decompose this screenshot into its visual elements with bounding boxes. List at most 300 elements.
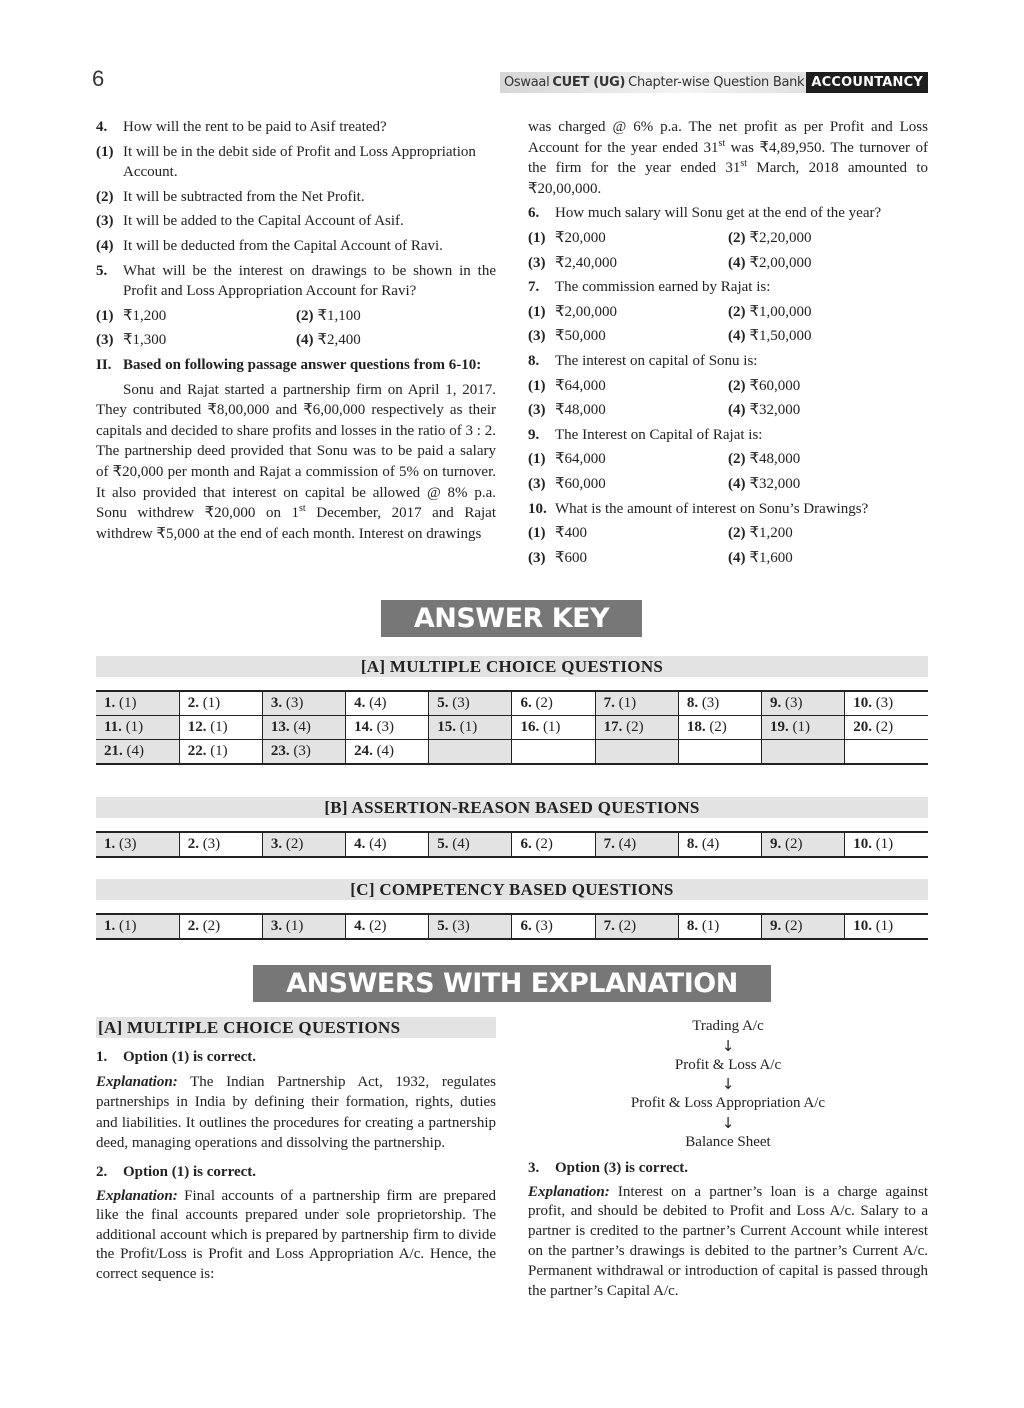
option-number: (4) (728, 549, 746, 566)
case-passage (96, 380, 496, 545)
answer-cell (346, 832, 429, 857)
passage-text: was ₹4,89,950. The turnover of the firm for the year ended 31 (528, 139, 928, 177)
answer-cell (179, 914, 262, 939)
answer-cell (179, 691, 262, 716)
passage-text: Sonu and Rajat started a partnership firm on April 1, 2017. They contributed ₹8,00,000 and ₹6,00,000 respectively as their capitals and decided to share profits and losses in the ratio of 3 : 2. The partnership deed provided that Sonu was to be paid a salary of ₹20,000 per month and Rajat a commission of 5% on turnover. It also provided that interest on capital be allowed @ 8% p.a. Sonu withdrew ₹20,000 on 1 (96, 381, 496, 522)
answer-option: (4) (376, 743, 395, 759)
option-text: ₹32,000 (749, 402, 801, 419)
option-number: (3) (96, 332, 114, 349)
answer-option: (4) (701, 836, 720, 852)
answer-option: (1) (119, 695, 137, 711)
option-text: ₹1,200 (749, 525, 793, 542)
answer-question-number: 15. (437, 719, 456, 735)
answer-cell (512, 691, 595, 716)
option-number: (4) (96, 237, 114, 254)
question-5 (96, 261, 496, 302)
section-heading-competency: [C] COMPETENCY BASED QUESTIONS (96, 879, 928, 900)
answer-cell (346, 716, 429, 740)
option-number: (4) (728, 475, 746, 492)
flow-step: Profit & Loss Appropriation A/c (630, 1095, 826, 1111)
answer-2-explanation (96, 1187, 496, 1285)
option-text: It will be in the debit side of Profit and Loss Appropriation Account. (123, 143, 476, 181)
answer-option: (3) (452, 918, 470, 934)
answer-option: Option (1) is correct. (123, 1049, 257, 1065)
answer-cell (678, 914, 761, 939)
answer-option: (1) (618, 695, 637, 711)
answer-option: (4) (369, 836, 387, 852)
series: CUET (UG) (552, 75, 626, 90)
option-text: ₹2,00,000 (555, 303, 618, 320)
answer-option: (1) (875, 836, 894, 852)
option-text: ₹1,100 (317, 307, 361, 324)
brand: Oswaal (504, 75, 550, 90)
options-grid (528, 376, 928, 421)
question-text: How much salary will Sonu get at the end of the year? (555, 205, 882, 222)
right-column (528, 117, 928, 572)
option (728, 523, 928, 544)
answer-table-mcq (96, 690, 928, 765)
option-text: ₹60,000 (555, 475, 606, 492)
answer-option: (2) (709, 719, 727, 735)
answer-option: (1) (125, 719, 144, 735)
answer-cell (96, 832, 179, 857)
answer-question-number: 9. (770, 695, 782, 711)
answer-question-number: 16. (520, 719, 540, 735)
explanations-right (528, 1017, 928, 1301)
answer-option: (2) (535, 695, 553, 711)
answer-cell (262, 832, 345, 857)
answer-question-number: 10. (853, 918, 872, 934)
answer-question-number: 2. (187, 918, 199, 934)
answer-cell (429, 914, 512, 939)
answer-option: (3) (875, 695, 894, 711)
option-number: (1) (528, 525, 546, 542)
option-text: ₹2,00,000 (749, 254, 812, 271)
explanation-text: Final accounts of a partnership firm are prepared like the final accounts prepared under sole proprietorship. The additional account which is prepared by partnership firm to divide the Profit/Loss is Profit and Loss Appropriation A/c. Hence, the correct sequence is: (96, 1187, 497, 1282)
option-text: ₹50,000 (555, 328, 606, 345)
answer-option: (1) (119, 918, 137, 934)
option-number: (1) (528, 451, 546, 468)
option-text: ₹64,000 (555, 451, 606, 468)
option (728, 548, 928, 569)
option (528, 449, 728, 470)
answer-cell (179, 740, 262, 765)
option (528, 302, 728, 323)
answer-cell (429, 691, 512, 716)
answer-question-number: 10. (853, 695, 872, 711)
passage-text: was charged @ 6% p.a. The net profit as per Profit and Loss Account for the year ended 31 (528, 119, 928, 156)
answer-cell (429, 740, 512, 765)
answer-option: (1) (202, 695, 221, 711)
question-10 (528, 499, 928, 520)
option (96, 236, 496, 257)
answer-row (96, 740, 928, 765)
option-number: (3) (528, 254, 546, 271)
options-grid (528, 228, 928, 273)
case-passage-continued (528, 117, 928, 199)
answer-cell (762, 740, 845, 765)
option-number: (3) (528, 402, 546, 419)
answer-cell (512, 740, 595, 765)
option-text: ₹60,000 (749, 377, 801, 394)
option (728, 474, 928, 495)
answer-key-banner: ANSWER KEY (381, 600, 642, 637)
answer-cell (845, 716, 928, 740)
option (728, 228, 928, 249)
answer-option: (2) (618, 918, 637, 934)
answer-cell (595, 740, 678, 765)
option-number: (1) (96, 307, 114, 324)
answer-option: (2) (626, 719, 644, 735)
option-text: It will be subtracted from the Net Profit. (123, 188, 365, 205)
answer-cell (595, 716, 678, 740)
left-column (96, 117, 496, 544)
down-arrow-icon: ↓ (721, 1075, 735, 1093)
option (728, 376, 928, 397)
answers-with-explanation-banner: ANSWERS WITH EXPLANATION (253, 965, 771, 1002)
answer-question-number: 1. (104, 918, 116, 934)
answer-cell (762, 691, 845, 716)
option-text: ₹600 (555, 549, 588, 566)
answer-cell (845, 832, 928, 857)
page-number: 6 (92, 66, 105, 91)
answer-question-number: 6. (520, 836, 532, 852)
answer-question-number: 4. (354, 836, 366, 852)
answer-cell (262, 740, 345, 765)
explanation-section-heading: [A] MULTIPLE CHOICE QUESTIONS (96, 1017, 496, 1038)
explanation-label: Explanation: (96, 1073, 178, 1090)
question-7 (528, 277, 928, 298)
explanation-text: Interest on a partner’s loan is a charge against profit, and should be debited to Profit and Loss A/c. Salary to a partner is credited to the partner’s Current Account while interest on the partner’s drawings is debited to the partner’s Current A/c. Permanent withdrawal or introduction of capital is passed through the partner’s Capital A/c. (528, 1183, 928, 1299)
option-text: ₹2,40,000 (555, 254, 618, 271)
answer-question-number: 13. (270, 719, 290, 735)
answer-cell (96, 691, 179, 716)
passage-text: December, 2017 and Rajat withdrew ₹5,000 at the end of each month. Interest on drawings (96, 505, 496, 542)
option-number: (4) (296, 332, 314, 349)
option (528, 548, 728, 569)
down-arrow-icon: ↓ (721, 1036, 735, 1055)
answer-question-number: 1. (104, 836, 116, 852)
option-number: (2) (296, 307, 314, 324)
flow-step: Balance Sheet (685, 1133, 771, 1150)
answer-cell (346, 740, 429, 765)
option-text: ₹1,200 (123, 307, 167, 324)
answer-cell (346, 914, 429, 939)
option (296, 330, 496, 351)
answer-1-explanation (96, 1072, 496, 1154)
section-heading-assertion-reason: [B] ASSERTION-REASON BASED QUESTIONS (96, 797, 928, 818)
answer-cell (678, 832, 761, 857)
option-number: (2) (728, 377, 746, 394)
answer-question-number: 7. (603, 918, 615, 934)
answer-question-number: 5. (437, 836, 449, 852)
question-number: 6. (528, 205, 540, 222)
explanation-label: Explanation: (528, 1183, 610, 1200)
option (528, 474, 728, 495)
answer-question-number: 24. (354, 743, 373, 759)
answer-cell (762, 716, 845, 740)
answer-cell (762, 914, 845, 939)
answer-cell (96, 914, 179, 939)
answer-cell (595, 914, 678, 939)
question-text: What will be the interest on drawings to be shown in the Profit and Loss Appropriation Account for Ravi? (123, 262, 496, 300)
answer-question-number: 4. (354, 918, 366, 934)
answer-option: (3) (535, 918, 553, 934)
explanation-text: The Indian Partnership Act, 1932, regulates partnerships in India by defining their formation, rights, duties and liabilities. It outlines the procedures for creating a partnership deed, managing operations and dissolving the partnership. (96, 1073, 496, 1152)
answer-cell (762, 832, 845, 857)
answer-question-number: 9. (770, 918, 782, 934)
option-text: ₹64,000 (555, 377, 606, 394)
question-text: The commission earned by Rajat is: (555, 279, 771, 296)
options-grid (96, 306, 496, 351)
answer-number: 3. (528, 1160, 540, 1176)
option-number: (2) (728, 303, 746, 320)
book-title (500, 72, 806, 93)
option (528, 253, 728, 274)
answer-question-number: 7. (603, 836, 615, 852)
answer-question-number: 8. (686, 836, 699, 852)
option (728, 326, 928, 347)
answer-question-number: 10. (853, 836, 872, 852)
option-text: ₹2,20,000 (749, 229, 812, 246)
answer-row (96, 691, 928, 716)
option (528, 376, 728, 397)
answer-cell (595, 691, 678, 716)
option (96, 142, 496, 183)
question-text: The interest on capital of Sonu is: (555, 352, 758, 369)
flow-step: Profit & Loss A/c (674, 1056, 782, 1073)
answer-option: (2) (369, 918, 387, 934)
accounts-sequence-flow (528, 1017, 928, 1152)
answer-question-number: 1. (104, 695, 116, 711)
option (728, 253, 928, 274)
question-4 (96, 117, 496, 138)
answer-option: (3) (785, 695, 803, 711)
superscript: st (718, 137, 726, 149)
answer-cell (512, 914, 595, 939)
option-text: ₹48,000 (749, 451, 801, 468)
answer-question-number: 3. (270, 695, 283, 711)
question-8 (528, 351, 928, 372)
option-text: ₹1,50,000 (749, 328, 812, 345)
question-list (528, 203, 928, 568)
option (96, 211, 496, 232)
answer-question-number: 5. (437, 695, 449, 711)
answer-option: (2) (785, 836, 803, 852)
option (528, 523, 728, 544)
answer-number: 2. (96, 1163, 108, 1180)
answer-option: (1) (210, 719, 228, 735)
answer-question-number: 14. (354, 719, 373, 735)
option (96, 306, 296, 327)
question-number: 9. (528, 426, 540, 443)
option (528, 228, 728, 249)
question-number: 7. (528, 279, 540, 296)
superscript: st (299, 503, 306, 515)
option-number: (2) (728, 525, 746, 542)
down-arrow-icon: ↓ (721, 1113, 735, 1132)
answer-cell (678, 691, 761, 716)
option-number: (4) (728, 328, 746, 345)
answer-cell (262, 914, 345, 939)
answer-question-number: 23. (270, 743, 290, 759)
answer-question-number: 3. (270, 918, 283, 934)
answer-option: (2) (875, 719, 894, 735)
answer-option: (1) (792, 719, 810, 735)
answer-cell (678, 740, 761, 765)
answer-option: (2) (535, 836, 553, 852)
option-text: ₹1,00,000 (749, 303, 812, 320)
answer-option: (3) (701, 695, 720, 711)
answer-cell (595, 832, 678, 857)
answer-number: 1. (96, 1049, 108, 1065)
answer-question-number: 12. (187, 719, 207, 735)
answer-cell (179, 716, 262, 740)
question-text: How will the rent to be paid to Asif treated? (123, 119, 387, 135)
answer-question-number: 8. (686, 695, 699, 711)
options-grid (528, 302, 928, 347)
answer-option: (1) (459, 719, 478, 735)
section-2-heading (96, 355, 496, 376)
answer-cell (678, 716, 761, 740)
answer-2-heading (96, 1162, 496, 1183)
option-number: (2) (728, 229, 746, 246)
answer-cell (512, 716, 595, 740)
option (96, 187, 496, 208)
option-number: (4) (728, 254, 746, 271)
answer-cell (845, 691, 928, 716)
answer-table-competency (96, 913, 928, 940)
answer-question-number: 20. (853, 719, 872, 735)
answer-question-number: 11. (104, 719, 122, 735)
option-number: (3) (528, 328, 546, 345)
answer-question-number: 21. (104, 743, 123, 759)
answer-cell (262, 691, 345, 716)
question-6 (528, 203, 928, 224)
answer-cell (429, 832, 512, 857)
answer-cell (96, 740, 179, 765)
answer-option: (1) (875, 918, 894, 934)
option-text: It will be deducted from the Capital Account of Ravi. (123, 237, 443, 254)
answer-question-number: 2. (187, 836, 199, 852)
option (528, 400, 728, 421)
answer-cell (96, 716, 179, 740)
option-number: (2) (728, 451, 746, 468)
answer-question-number: 5. (437, 918, 449, 934)
option-text: ₹2,400 (317, 332, 361, 349)
question-number: 8. (528, 352, 540, 369)
question-number: 5. (96, 262, 108, 279)
answer-option: (4) (293, 719, 311, 735)
answer-option: (3) (285, 695, 304, 711)
option-text: ₹32,000 (749, 475, 801, 492)
answer-question-number: 18. (686, 719, 706, 735)
question-number: 4. (96, 119, 108, 135)
answer-option: (3) (376, 719, 395, 735)
running-header (500, 72, 928, 93)
section-text: Based on following passage answer questions from 6-10: (123, 356, 482, 373)
option-text: ₹48,000 (555, 402, 606, 419)
answer-option: (3) (293, 743, 311, 759)
option-number: (1) (528, 303, 546, 320)
option (296, 306, 496, 327)
subject-label: ACCOUNTANCY (806, 72, 928, 93)
flow-step: Trading A/c (692, 1018, 764, 1034)
answer-option: (4) (618, 836, 637, 852)
answer-question-number: 6. (520, 695, 532, 711)
question-text: The Interest on Capital of Rajat is: (555, 426, 763, 443)
option-number: (3) (528, 475, 546, 492)
answer-question-number: 17. (603, 719, 623, 735)
section-number: II. (96, 356, 112, 373)
answer-option: (3) (202, 836, 221, 852)
book-subtitle: Chapter-wise Question Bank (628, 75, 805, 90)
answer-question-number: 7. (603, 695, 615, 711)
answer-cell (346, 691, 429, 716)
option (728, 302, 928, 323)
answer-cell (429, 716, 512, 740)
option-text: It will be added to the Capital Account of Asif. (123, 213, 404, 230)
option-text: ₹1,600 (749, 549, 793, 566)
answer-question-number: 22. (187, 743, 207, 759)
answer-question-number: 19. (770, 719, 789, 735)
option-number: (1) (528, 377, 546, 394)
answer-option: (1) (210, 743, 228, 759)
answer-question-number: 6. (520, 918, 532, 934)
answer-question-number: 9. (770, 836, 782, 852)
passage-text: March, 2018 amounted to ₹20,00,000. (528, 160, 929, 197)
question-text: What is the amount of interest on Sonu’s Drawings? (555, 500, 869, 517)
answer-cell (845, 914, 928, 939)
option (728, 449, 928, 470)
option-number: (2) (96, 188, 114, 205)
answer-row (96, 914, 928, 939)
answer-option: Option (3) is correct. (555, 1160, 689, 1176)
question-9 (528, 425, 928, 446)
answer-cell (179, 832, 262, 857)
options-grid (528, 523, 928, 568)
answer-3-explanation (528, 1183, 928, 1302)
answer-option: (3) (119, 836, 137, 852)
option-text: ₹1,300 (123, 332, 167, 349)
answer-1-heading (96, 1047, 496, 1068)
superscript: st (740, 158, 748, 170)
options-grid (528, 449, 928, 494)
answer-cell (845, 740, 928, 765)
answer-row (96, 716, 928, 740)
option (728, 400, 928, 421)
answer-option: (4) (452, 836, 470, 852)
option-number: (4) (728, 402, 746, 419)
answer-question-number: 3. (270, 836, 283, 852)
option-number: (3) (96, 213, 114, 230)
answer-option: (2) (285, 836, 304, 852)
answer-question-number: 4. (354, 695, 366, 711)
answer-option: (3) (452, 695, 470, 711)
explanations-left (96, 1047, 496, 1285)
question-number: 10. (528, 500, 547, 517)
option-number: (1) (528, 229, 546, 246)
option-text: ₹20,000 (555, 229, 606, 246)
answer-option: (2) (785, 918, 803, 934)
option-number: (3) (528, 549, 546, 566)
answer-cell (512, 832, 595, 857)
answer-option: (1) (542, 719, 561, 735)
answer-question-number: 2. (187, 695, 199, 711)
answer-question-number: 8. (686, 918, 699, 934)
answer-option: (1) (285, 918, 304, 934)
answer-option: (2) (202, 918, 221, 934)
